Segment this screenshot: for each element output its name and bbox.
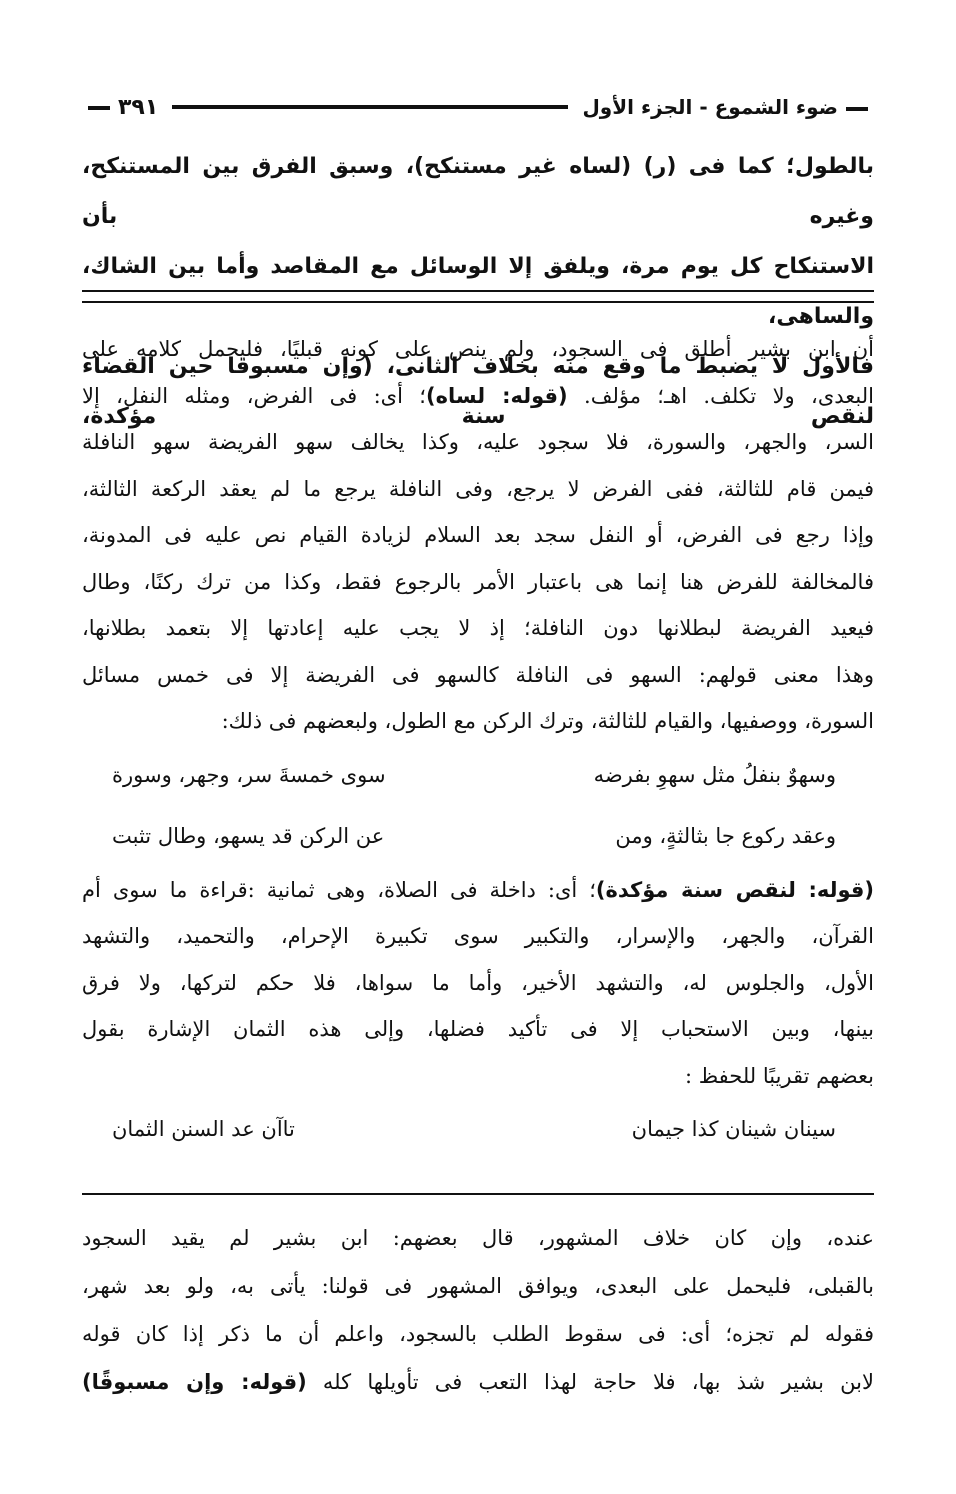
commentary-line: بعضهم تقريبًا للحفظ : bbox=[684, 1063, 874, 1088]
double-divider bbox=[82, 290, 874, 303]
quote-label: (قوله: وإن مسبوقًا) bbox=[82, 1370, 307, 1394]
verse-hemistich-right: وعقد ركوع جا بثالثةٍ، ومن bbox=[615, 823, 836, 848]
commentary-line: الأول، والجلوس له، والتشهد الأخير، وأما ما سواها، فلا حكم لتركها، ولا فرق bbox=[82, 970, 874, 995]
running-title: ضوء الشموع - الجزء الأول bbox=[572, 95, 868, 119]
footnote-line bbox=[82, 1358, 874, 1406]
verse-hemistich-left: تاآن عد السنن الثمان bbox=[112, 1117, 295, 1141]
commentary-line: السر، والجهر، والسورة، فلا سجود عليه، وكذا يخالف سهو الفريضة سهو النافلة bbox=[82, 430, 874, 454]
main-text-line: فالأول لا يضبط ما وقع منه بخلاف الثانى، (وإن مسبوقا حين القضاء لنقص سنة مؤكدة، bbox=[82, 354, 874, 429]
commentary-line bbox=[82, 867, 874, 914]
commentary-segment: ؛ أى: داخلة فى الصلاة، وهى ثمانية :قراءة ما سوى أم bbox=[82, 877, 596, 902]
verse-line bbox=[82, 745, 874, 806]
footnote-text bbox=[82, 1214, 874, 1406]
header-rule bbox=[172, 105, 568, 109]
verse-hemistich-right: سينان شينان كذا جيمان bbox=[631, 1117, 836, 1141]
footnote-line: فقوله لم تجزه؛ أى: فى سقوط الطلب بالسجود، واعلم أن ما ذكر إذا كان قوله bbox=[82, 1322, 874, 1346]
verse-line bbox=[82, 806, 874, 867]
commentary-line: فيمن قام للثالثة، ففى الفرض لا يرجع، وفى النافلة يرجع ما لم يعقد الركعة الثالثة، bbox=[82, 476, 874, 501]
footnote-segment: لابن بشير شذ بها، فلا حاجة لهذا التعب فى تأويلها كله bbox=[322, 1370, 874, 1394]
commentary-line: السورة، ووصفيها، والقيام للثالثة، وترك الركن مع الطول، ولبعضهم فى ذلك: bbox=[221, 709, 874, 733]
commentary-segment: ؛ أى: فى الفرض، ومثله النفل، إلا bbox=[82, 383, 426, 408]
commentary-line: وهذا معنى قولهم: السهو فى النافلة كالسهو فى الفريضة إلا فى خمس مسائل bbox=[82, 662, 874, 687]
commentary-line: أن ابن بشير أطلق فى السجود، ولم ينص على كونه قبليًا، فليحمل كلامه على bbox=[82, 337, 874, 361]
verse-hemistich-right: وسهوٌ بنفلُ مثل سهوِ بفرضه bbox=[593, 762, 836, 787]
commentary-segment: البعدى، ولا تكلف. اهـ؛ مؤلف. bbox=[584, 383, 874, 408]
main-text-line: الاستنكاح كل يوم مرة، ويلفق إلا الوسائل مع المقاصد وأما بين الشاك، والساهى، bbox=[82, 254, 874, 329]
commentary-line bbox=[82, 373, 874, 420]
footnote-line: بالقبلى، فليحمل على البعدى، ويوافق المشهور فى قولنا: يأتى به، ولو بعد شهر، bbox=[82, 1274, 874, 1298]
commentary-text bbox=[82, 326, 874, 1160]
commentary-line: فالمخالفة للفرض هنا إنما هى باعتبار الأمر بالرجوع فقط، وكذا من ترك ركنًا، وطال bbox=[82, 569, 874, 594]
verse-hemistich-left: سوى خمسةَ سر، وجهر، وسورة bbox=[112, 762, 386, 787]
page-number: ٣٩١ bbox=[88, 95, 168, 120]
verse-line bbox=[82, 1099, 874, 1160]
verse-hemistich-left: عن الركن قد يسهو، وطال تثبت bbox=[112, 823, 385, 848]
quote-label: (قوله: لنقص سنة مؤكدة) bbox=[595, 877, 874, 902]
commentary-line: وإذا رجع فى الفرض، أو النفل سجد بعد السلام لزيادة القيام نص عليه فى المدونة، bbox=[82, 523, 874, 547]
commentary-line: بينها، وبين الاستحباب إلا فى تأكيد فضلها، وإلى هذه الثمان الإشارة بقول bbox=[82, 1017, 874, 1041]
footnote-line: عنده، وإن كان خلاف المشهور، قال بعضهم: ابن بشير لم يقيد السجود bbox=[82, 1226, 874, 1250]
footnote-divider bbox=[82, 1193, 874, 1195]
main-text-line: بالطول؛ كما فى (ر) (لساه غير مستنكح)، وسبق الفرق بين المستنكح، وغيره بأن bbox=[82, 154, 874, 229]
quote-label: (قوله: لساه) bbox=[425, 383, 568, 408]
commentary-line: فيعيد الفريضة لبطلانها دون النافلة؛ إذ لا يجب عليه إعادتها إلا بتعمد بطلانها، bbox=[82, 616, 874, 640]
commentary-line: القرآن، والجهر، والإسرار، والتكبير سوى تكبيرة الإحرام، والتحميد، والتشهد bbox=[82, 924, 874, 948]
page-header bbox=[88, 90, 868, 124]
